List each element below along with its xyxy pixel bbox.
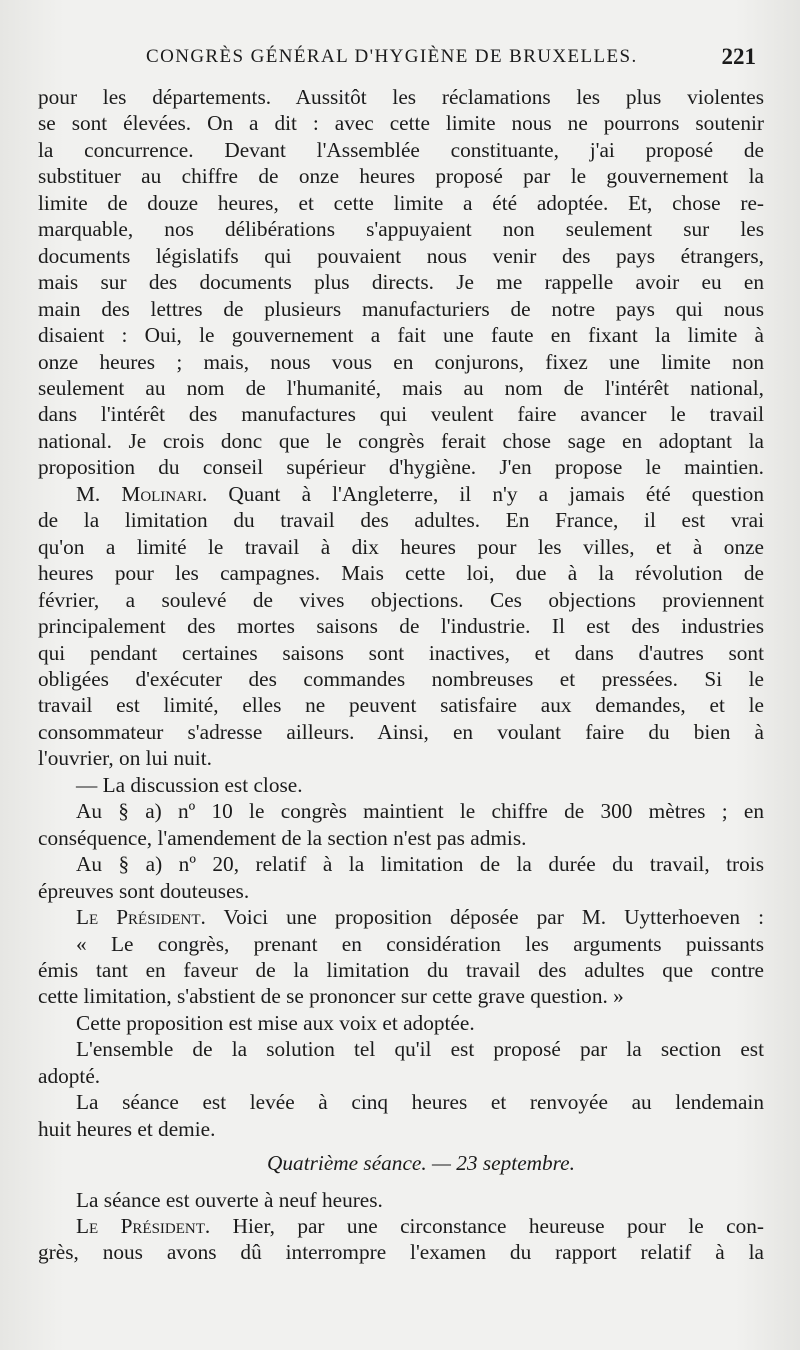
text-line: « Le congrès, prenant en considération les arguments puissants (76, 931, 764, 956)
page-number: 221 (721, 44, 756, 69)
speech-text: Hier, par une circonstance heureuse pour le con- (210, 1214, 764, 1239)
paragraph-president-proposal (38, 904, 764, 930)
text-line: onze heures ; mais, nous vous en conjurons, fixez une limite non (38, 349, 764, 374)
text-line: conséquence, l'amendement de la section n'est pas admis. (38, 825, 527, 850)
text-line: heures pour les campagnes. Mais cette loi, due à la révolution de (38, 561, 764, 586)
paragraph-adopted (38, 1036, 764, 1089)
text-line: proposition du conseil supérieur d'hygiène. J'en propose le maintien. (38, 455, 764, 480)
text-line: épreuves sont douteuses. (38, 878, 250, 903)
paragraph-vote (38, 1010, 764, 1036)
text-line (38, 904, 764, 930)
text-line: travail est limité, elles ne peuvent satisfaire aux demandes, et le (38, 693, 764, 718)
text-line: février, a soulevé de vives objections. Ces objections proviennent (38, 587, 764, 612)
speaker-name: Le Président. (76, 1214, 211, 1239)
text-line: qui pendant certaines saisons sont inactives, et dans d'autres sont (38, 640, 764, 665)
speech-text: Quant à l'Angleterre, il n'y a jamais été question (207, 481, 764, 506)
text-line: substituer au chiffre de onze heures proposé par le gouvernement la (38, 164, 764, 189)
text-line: pour les départements. Aussitôt les réclamations les plus violentes (38, 85, 764, 109)
text-line: grès, nous avons dû interrompre l'examen du rapport relatif à la (38, 1240, 764, 1265)
text-line: qu'on a limité le travail à dix heures pour les villes, et à onze (38, 534, 764, 559)
paragraph-quoted-proposal (38, 931, 764, 1010)
text-line: limite de douze heures, et cette limite a été adoptée. Et, chose re- (38, 190, 764, 215)
text-line: cette limitation, s'abstient de se prononcer sur cette grave question. » (38, 984, 624, 1009)
page-header (40, 44, 760, 74)
text-line: mais sur des documents plus directs. Je me rappelle avoir eu en (38, 270, 764, 295)
text-line: Au § a) nº 20, relatif à la limitation de la durée du travail, trois (76, 852, 764, 877)
text-line: main des lettres de plusieurs manufacturiers de notre pays qui nous (38, 296, 764, 321)
speaker-name: Le Président. (76, 905, 206, 930)
paragraph-1 (38, 84, 764, 481)
text-line: Au § a) nº 10 le congrès maintient le chiffre de 300 mètres ; en (76, 799, 764, 824)
text-line: obligées d'exécuter des commandes nombreuses et pressées. Si le (38, 666, 764, 691)
body-text (38, 84, 764, 1266)
text-line: huit heures et demie. (38, 1116, 216, 1141)
paragraph-session-closed (38, 1089, 764, 1142)
text-line: La séance est ouverte à neuf heures. (76, 1187, 383, 1212)
paragraph-session-opened (38, 1187, 764, 1213)
text-line: de la limitation du travail des adultes. En France, il est vrai (38, 508, 764, 533)
speech-text: Voici une proposition déposée par M. Uytterhoeven : (205, 905, 764, 930)
text-line: émis tant en faveur de la limitation du travail des adultes que contre (38, 957, 764, 982)
text-line: documents législatifs qui pouvaient nous venir des pays étrangers, (38, 243, 764, 268)
text-line: L'ensemble de la solution tel qu'il est proposé par la section est (76, 1037, 764, 1062)
text-line (38, 1213, 764, 1239)
text-line: dans l'intérêt des manufactures qui veulent faire avancer le travail (38, 402, 764, 427)
text-line: consommateur s'adresse ailleurs. Ainsi, en voulant faire du bien à (38, 719, 764, 744)
speaker-name: M. Molinari. (76, 481, 208, 506)
paragraph-molinari (38, 481, 764, 772)
running-title: CONGRÈS GÉNÉRAL D'HYGIÈNE DE BRUXELLES. (146, 46, 638, 67)
paragraph-article-20 (38, 851, 764, 904)
text-line: l'ouvrier, on lui nuit. (38, 746, 212, 771)
paragraph-discussion-closed (38, 772, 764, 798)
text-line: — La discussion est close. (76, 772, 303, 797)
text-line: Cette proposition est mise aux voix et adoptée. (76, 1010, 475, 1035)
text-line: disaient : Oui, le gouvernement a fait une faute en fixant la limite à (38, 323, 764, 348)
paragraph-president-statement (38, 1213, 764, 1266)
text-line: seulement au nom de l'humanité, mais au nom de l'intérêt national, (38, 375, 764, 400)
text-line: principalement des mortes saisons de l'industrie. Il est des industries (38, 614, 764, 639)
section-heading: Quatrième séance. — 23 septembre. (267, 1151, 575, 1176)
text-line: national. Je crois donc que le congrès ferait chose sage en adoptant la (38, 428, 764, 453)
paragraph-article-10 (38, 798, 764, 851)
text-line (38, 481, 764, 507)
text-line: La séance est levée à cinq heures et renvoyée au lendemain (76, 1090, 764, 1115)
text-line: adopté. (38, 1063, 101, 1088)
text-line: marquable, nos délibérations s'appuyaient non seulement sur les (38, 217, 764, 242)
text-line: la concurrence. Devant l'Assemblée constituante, j'ai proposé de (38, 137, 764, 162)
text-line: se sont élevées. On a dit : avec cette limite nous ne pourrons soutenir (38, 111, 764, 136)
